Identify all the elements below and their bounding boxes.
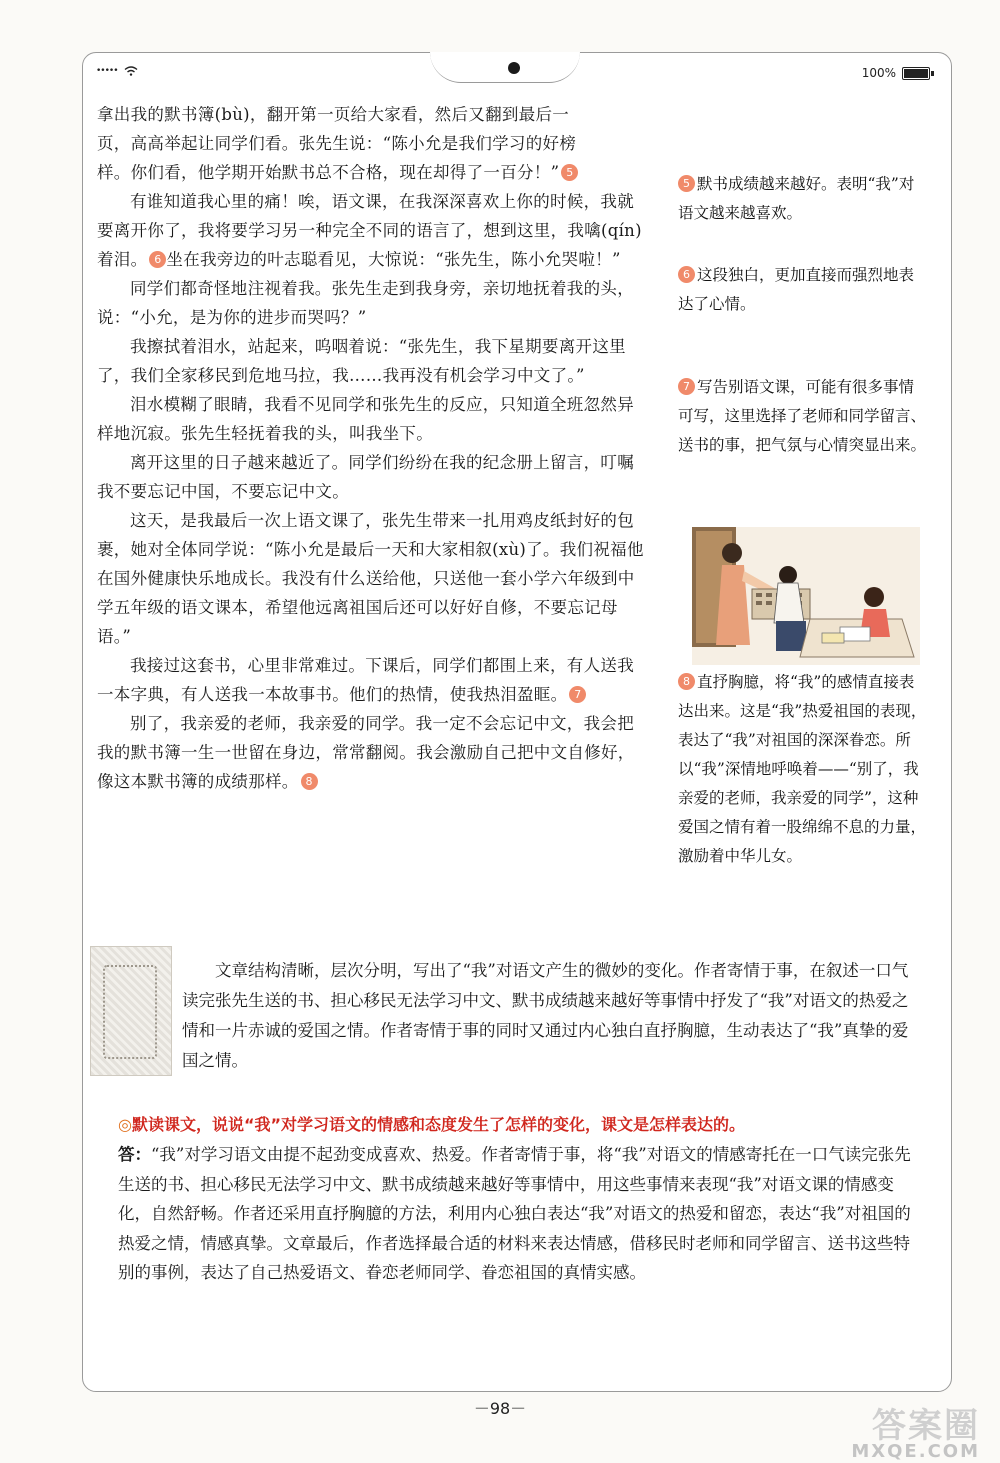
p9-text: 别了，我亲爱的老师，我亲爱的同学。我一定不会忘记中文，我会把我的默书簿一生一世留在身边，常常翻阅。我会激励自己把中文自修好，像这本默书簿的成绩那样。 <box>97 714 635 791</box>
answer-text: “我”对学习语文由提不起劲变成喜欢、热爱。作者寄情于事，将“我”对语文的情感寄托在一口气读完张先生送的书、担心移民无法学习中文、默书成绩越来越好等事情中，用这些事情来表现“我”对语文课的情感变化，自然舒畅。作者还采用直抒胸臆的方法，利用内心独白表达“我”对语文的热爱和留恋，表达“我”对祖国的热爱之情，情感真挚。文章最后，作者选择最合适的材料来表达情感，借移民时老师和同学留言、送书这些特别的事例，表达了自己热爱语文、眷恋老师同学、眷恋祖国的真情实感。 <box>118 1145 911 1282</box>
p2-text-a: 有谁知道我心里的痛！唉，语文课，在我深深喜欢上你的时候，我就要离开你了，我将要学习另一种完全不同的语言了，想到这里，我噙(qín)着泪。 <box>97 192 642 269</box>
side-note-7 <box>678 373 928 460</box>
p2-text-b: 坐在我旁边的叶志聪看见，大惊说：“张先生，陈小允哭啦！” <box>166 250 621 269</box>
paragraph-3: 同学们都奇怪地注视着我。张先生走到我身旁，亲切地抚着我的头，说：“小允，是为你的进步而哭吗？” <box>97 279 634 327</box>
side-note-5-marker: 5 <box>678 175 695 192</box>
page-number: －98－ <box>473 1399 527 1418</box>
p8-text: 我接过这套书，心里非常难过。下课后，同学们都围上来，有人送我一本字典，有人送我一本故事书。他们的热情，使我热泪盈眶。 <box>97 656 634 704</box>
question <box>118 1110 924 1140</box>
note-marker-5[interactable]: 5 <box>561 164 578 181</box>
paragraph-8 <box>97 651 645 709</box>
note-marker-7[interactable]: 7 <box>569 686 586 703</box>
answer-label: 答： <box>118 1145 151 1164</box>
side-note-5-text: 默书成绩越来越好。表明“我”对语文越来越喜欢。 <box>678 175 915 222</box>
wifi-icon <box>124 66 138 76</box>
p1-line-2: 页，高高举起让同学们看。张先生说：“陈小允是我们学习的好榜 <box>97 134 577 153</box>
status-bar-right <box>862 66 930 80</box>
p1-line-1: 拿出我的默书簿(bù)，翻开第一页给大家看，然后又翻到最后一 <box>97 105 570 124</box>
paragraph-9 <box>97 709 645 796</box>
battery-percent: 100% <box>861 66 896 80</box>
status-bar-left <box>96 66 138 76</box>
battery-fill <box>904 69 928 78</box>
question-text: 默读课文，说说“我”对学习语文的情感和态度发生了怎样的变化，课文是怎样表达的。 <box>131 1115 746 1134</box>
summary-decoration-icon <box>90 946 172 1076</box>
paragraph-2 <box>97 187 645 274</box>
watermark-url: MXQE.COM <box>851 1441 980 1462</box>
paragraph-1 <box>97 100 645 187</box>
tablet-notch <box>430 52 580 83</box>
paragraph-5: 泪水模糊了眼睛，我看不见同学和张先生的反应，只知道全班忽然异样地沉寂。张先生轻抚着我的头，叫我坐下。 <box>97 395 634 443</box>
question-answer <box>118 1110 924 1288</box>
summary-box <box>86 946 924 1076</box>
side-note-8-text: 直抒胸臆，将“我”的感情直接表达出来。这是“我”热爱祖国的表现，表达了“我”对祖国的深深眷恋。所以“我”深情地呼唤着——“别了，我亲爱的老师，我亲爱的同学”，这种爱国之情有着一股绵绵不息的力量，激励着中华儿女。 <box>678 673 927 865</box>
note-marker-6[interactable]: 6 <box>149 251 166 268</box>
classroom-illustration <box>692 527 920 665</box>
answer <box>118 1140 924 1288</box>
summary-text: 文章结构清晰，层次分明，写出了“我”对语文产生的微妙的变化。作者寄情于事，在叙述一口气读完张先生送的书、担心移民无法学习中文、默书成绩越来越好等事情中抒发了“我”对语文的热爱之情和一片赤诚的爱国之情。作者寄情于事的同时又通过内心独白直抒胸臆，生动表达了“我”真挚的爱国之情。 <box>182 961 909 1070</box>
camera-dot <box>508 62 520 74</box>
watermark-logo-text: 答案圈 <box>872 1406 980 1446</box>
note-marker-8[interactable]: 8 <box>301 773 318 790</box>
main-text <box>97 100 645 796</box>
side-note-6-marker: 6 <box>678 266 695 283</box>
paragraph-7: 这天，是我最后一次上语文课了，张先生带来一扎用鸡皮纸封好的包裹，她对全体同学说：“陈小允是最后一天和大家相叙(xù)了。我们祝福他在国外健康快乐地成长。我没有什么送给他，只送他一套小学六年级到中学五年级的语文课本，希望他远离祖国后还可以好好自修，不要忘记母语。” <box>97 511 644 646</box>
battery-icon <box>902 67 930 80</box>
watermark-logo <box>780 1398 980 1462</box>
signal-icon: ••••• <box>96 66 118 76</box>
p1-line-3: 样。你们看，他学期开始默书总不合格，现在却得了一百分！” <box>97 163 560 182</box>
side-note-8 <box>678 668 928 871</box>
side-note-6 <box>678 261 928 319</box>
paragraph-6: 离开这里的日子越来越近了。同学们纷纷在我的纪念册上留言，叮嘱我不要忘记中国，不要忘记中文。 <box>97 453 634 501</box>
side-note-8-marker: 8 <box>678 673 695 690</box>
side-note-7-marker: 7 <box>678 378 695 395</box>
side-note-5 <box>678 170 928 228</box>
side-note-6-text: 这段独白，更加直接而强烈地表达了心情。 <box>678 266 915 313</box>
paragraph-4: 我擦拭着泪水，站起来，呜咽着说：“张先生，我下星期要离开这里了，我们全家移民到危地马拉，我……我再没有机会学习中文了。” <box>97 337 626 385</box>
question-icon: ◎ <box>118 1115 132 1134</box>
side-note-7-text: 写告别语文课，可能有很多事情可写，这里选择了老师和同学留言、送书的事，把气氛与心情突显出来。 <box>678 378 927 454</box>
